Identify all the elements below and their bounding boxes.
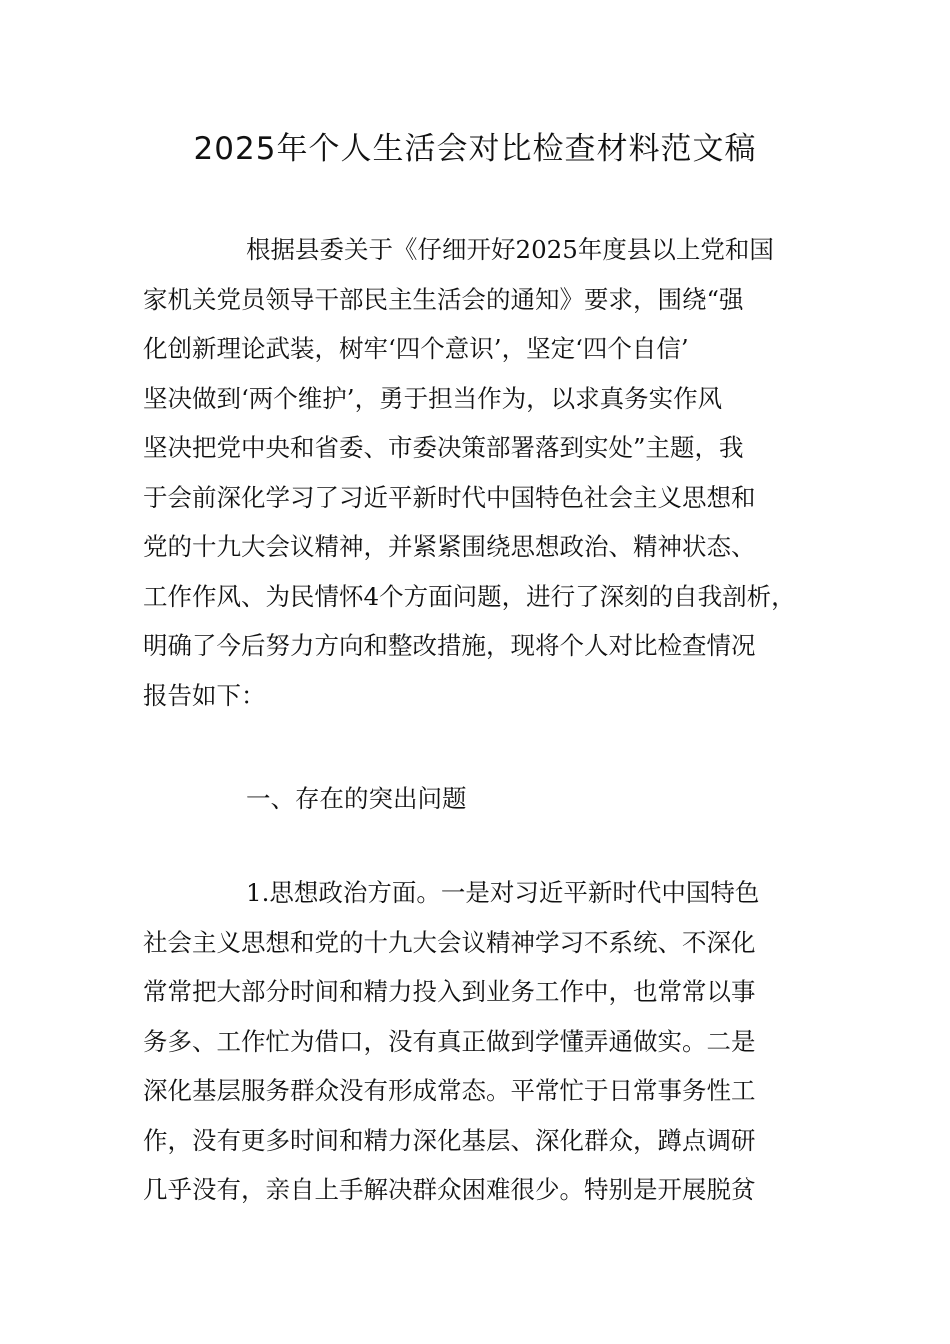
paragraph-line: 坚决做到‘两个维护’，勇于担当作为，以求真务实作风 xyxy=(143,383,723,413)
paragraph-line: 工作作风、为民情怀4个方面问题，进行了深刻的自我剖析， xyxy=(143,581,796,611)
paragraph-line: 报告如下： xyxy=(143,680,266,710)
paragraph-line: 根据县委关于《仔细开好2025年度县以上党和国 xyxy=(246,235,774,264)
paragraph-line: 1.思想政治方面。一是对习近平新时代中国特色 xyxy=(246,878,760,907)
paragraph-line: 常常把大部分时间和精力投入到业务工作中，也常常以事 xyxy=(143,977,756,1006)
paragraph-line: 家机关党员领导干部民主生活会的通知》要求，围绕“强 xyxy=(143,284,744,314)
section-1-paragraph xyxy=(143,868,808,1215)
document-title: 2025年个人生活会对比检查材料范文稿 xyxy=(193,131,757,167)
section-heading-text: 一、存在的突出问题 xyxy=(246,784,467,813)
paragraph-line: 务多、工作忙为借口，没有真正做到学懂弄通做实。二是 xyxy=(143,1026,756,1056)
paragraph-line: 坚决把党中央和省委、市委决策部署落到实处”主题，我 xyxy=(143,433,744,462)
paragraph-line: 明确了今后努力方向和整改措施，现将个人对比检查情况 xyxy=(143,631,756,660)
paragraph-line: 作，没有更多时间和精力深化基层、深化群众，蹲点调研 xyxy=(143,1125,756,1155)
paragraph-line: 于会前深化学习了习近平新时代中国特色社会主义思想和 xyxy=(143,482,756,512)
paragraph-line: 党的十九大会议精神，并紧紧围绕思想政治、精神状态、 xyxy=(143,532,756,561)
section-heading xyxy=(143,774,808,824)
paragraph-line: 化创新理论武装，树牢‘四个意识’，坚定‘四个自信’ xyxy=(143,334,689,363)
paragraph-line: 社会主义思想和党的十九大会议精神学习不系统、不深化 xyxy=(143,927,756,957)
intro-paragraph xyxy=(143,225,808,720)
paragraph-line: 几乎没有，亲自上手解决群众困难很少。特别是开展脱贫 xyxy=(143,1175,756,1204)
paragraph-line: 深化基层服务群众没有形成常态。平常忙于日常事务性工 xyxy=(143,1076,756,1105)
